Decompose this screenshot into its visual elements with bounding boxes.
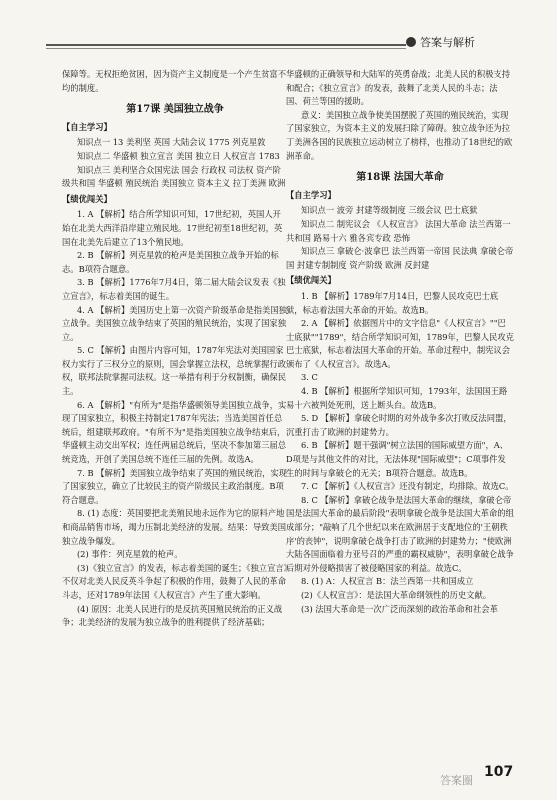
answer-r4: 4. B 【解析】根据所学知识可知，1793年，法国国王路易十六被判处死刑，送上断头台。故选B。 (286, 386, 508, 410)
lesson-18-title: 第18课 法国大革命 (356, 172, 444, 184)
answer-r7: 7. C 【解析】《人权宣言》还没有制定，均排除。故选C。 (300, 481, 514, 492)
answer-8c: (3)《独立宣言》的发表，标志着美国的诞生；《独立宣言》不仅对北美人民反英斗争起了积极的作用，鼓舞了人民的革命斗志，还对1789年法国《人权宣言》产生了重大影响。 (62, 562, 288, 600)
answer-4: 4. A 【解析】美国历史上第一次资产阶级革命是指美国独立战争。美国独立战争结束了英国的殖民统治，实现了国家独立。 (62, 304, 287, 342)
intro-text: 保障等。无权拒绝贫困，因为资产主义制度是一个产生贫富不均的制度。 (62, 69, 287, 93)
pass-heading: 【绩优闯关】 (62, 193, 112, 204)
answer-r9b: (2)《人权宣言》：是法国大革命纲领性的历史文献。 (300, 589, 492, 600)
left-column (62, 68, 288, 630)
answer-1: 1. A 【解析】结合所学知识可知，17世纪初，英国人开始在北美大西洋沿岸建立殖民地。17世纪初至18世纪初，英国在北美先后建立了13个殖民地。 (62, 209, 283, 247)
continued-text: 华盛顿的正确领导和大陆军的英勇奋战；北美人民的积极支持和配合；《独立宣言》的发表，鼓舞了北美人民的斗志；法国、荷兰等国的援助。 (286, 69, 511, 107)
right-column (286, 68, 514, 616)
answer-r9c: (3) 法国大革命是一次广泛而深刻的政治革命和社会革 (300, 603, 498, 614)
header-rule (46, 44, 406, 46)
answer-r9a: 8. (1) A：人权宣言 B：法兰西第一共和国成立 (300, 576, 474, 587)
answer-8b: (2) 事件：列克星敦的枪声。 (76, 549, 183, 560)
answer-7: 7. B 【解析】美国独立战争结束了英国的殖民统治，实现了国家独立，确立了比较民主的资产阶级民主政治制度。B项符合题意。 (62, 467, 288, 505)
answer-8d: (4) 原因：北美人民进行的是反抗英国殖民统治的正义战争；北美经济的发展为独立战争的胜利提供了经济基础； (62, 603, 283, 628)
knowledge-point-3b: 知识点三 拿破仑·波拿巴 法兰西第一帝国 民法典 拿破仑帝国 封建专制制度 资产阶级 欧洲 反封建 (286, 246, 514, 270)
answer-r3: 3. C (300, 372, 318, 383)
pass-heading-2: 【绩优闯关】 (286, 275, 336, 286)
answer-r2: 2. A 【解析】依据图片中的文字信息"《人权宣言》""巴士底狱""1789"，结合所学知识可知，1789年，巴黎人民攻克巴士底狱，标志着法国大革命的开始。革命过程中，制宪议会颁布了《人权宣言》。故选A。 (286, 318, 514, 369)
knowledge-point-1: 知识点一 13 美利坚 英国 大陆会议 1775 列克星敦 (76, 137, 266, 148)
answer-3: 3. B 【解析】1776年7月4日，第二届大陆会议发表《独立宣言》，标志着美国的诞生。 (62, 277, 286, 301)
answer-r5: 5. D 【解析】拿破仑时期的对外战争多次打败反法同盟，沉重打击了欧洲的封建势力。 (286, 413, 512, 437)
knowledge-point-3: 知识点三 美利坚合众国宪法 国会 行政权 司法权 资产阶级共和国 华盛顿 殖民统治 美国独立 资本主义 拉丁美洲 欧洲 (62, 164, 286, 189)
significance-text: 意义：美国独立战争使美国摆脱了英国的殖民统治，实现了国家独立，为资本主义的发展扫除了障碍。独立战争还为拉丁美洲各国的民族独立运动树立了榜样，也推动了18世纪的欧洲革命。 (286, 109, 513, 161)
answer-r8: 8. C 【解析】拿破仑战争是法国大革命的继续，拿破仑帝国是法国大革命的最后阶段"表明拿破仑战争是法国大革命的组成部分；"敲响了几个世纪以来在欧洲居于支配地位的'王朝秩序'的丧钟"，说明拿破仑战争打击了欧洲的封建势力；"使欧洲大陆各国面临着力亚号召的严重的霸权威胁"，表明拿破仑战争后期对外侵略损害了被侵略国家的利益。故选C。 (286, 494, 514, 573)
self-study-heading-2: 【自主学习】 (286, 189, 336, 200)
self-study-heading: 【自主学习】 (62, 121, 112, 132)
answer-8a: 8. (1) 态度：英国要把北美殖民地永远作为它的原料产地和商品销售市场，竭力压制北美经济的发展。结果：导致美国独立战争爆发。 (62, 508, 287, 546)
answer-2: 2. B 【解析】列克星敦的枪声是美国独立战争开始的标志。B项符合题意。 (62, 250, 279, 274)
header-rule-thin (46, 48, 406, 49)
knowledge-point-2b: 知识点二 制宪议会 《人权宣言》 法国大革命 法兰西第一共和国 路易十六 雅各宾专政 恐怖 (286, 218, 511, 243)
answer-5: 5. C 【解析】由图片内容可知，1787年宪法对美国国家权力实行了三权分立的原则，国会掌握立法权，总统掌握行政权，联邦法院掌握司法权。这一举措有利于分权制衡，确保民主。 (62, 345, 287, 397)
section-label: 答案与解析 (406, 34, 475, 50)
knowledge-point-2: 知识点二 华盛顿 独立宣言 美国 独立日 人权宣言 1783 (76, 150, 280, 161)
answer-r1: 1. B 【解析】1789年7月14日，巴黎人民攻克巴士底狱，标志着法国大革命的开始。故选B。 (286, 290, 499, 315)
answer-r6: 6. B 【解析】题干强调"树立法国的国际威望方面"，A、D项是与其他文件的对比，无法体现"国际威望"；C项事件发生的时间与拿破仑的无关；B项符合题意。故选B。 (286, 440, 509, 478)
watermark: 答案圈 (440, 774, 473, 787)
bullet-icon (406, 37, 416, 47)
page-number: 107 (484, 764, 514, 780)
knowledge-point-1b: 知识点一 波旁 封建等级制度 三级会议 巴士底狱 (300, 205, 478, 216)
lesson-17-title: 第17课 美国独立战争 (126, 104, 224, 116)
answer-6: 6. A 【解析】"有所为"是指华盛顿领导美国独立战争，实现了国家独立，积极主持制定1787年宪法；当选美国首任总统后，组建联邦政府。"有所不为"是指美国独立战争结束后，华盛顿主动交出军权；连任两届总统后，坚决不参加第三届总统竞选，开创了美国总统不连任三届的先例。故选A。 (62, 399, 287, 465)
